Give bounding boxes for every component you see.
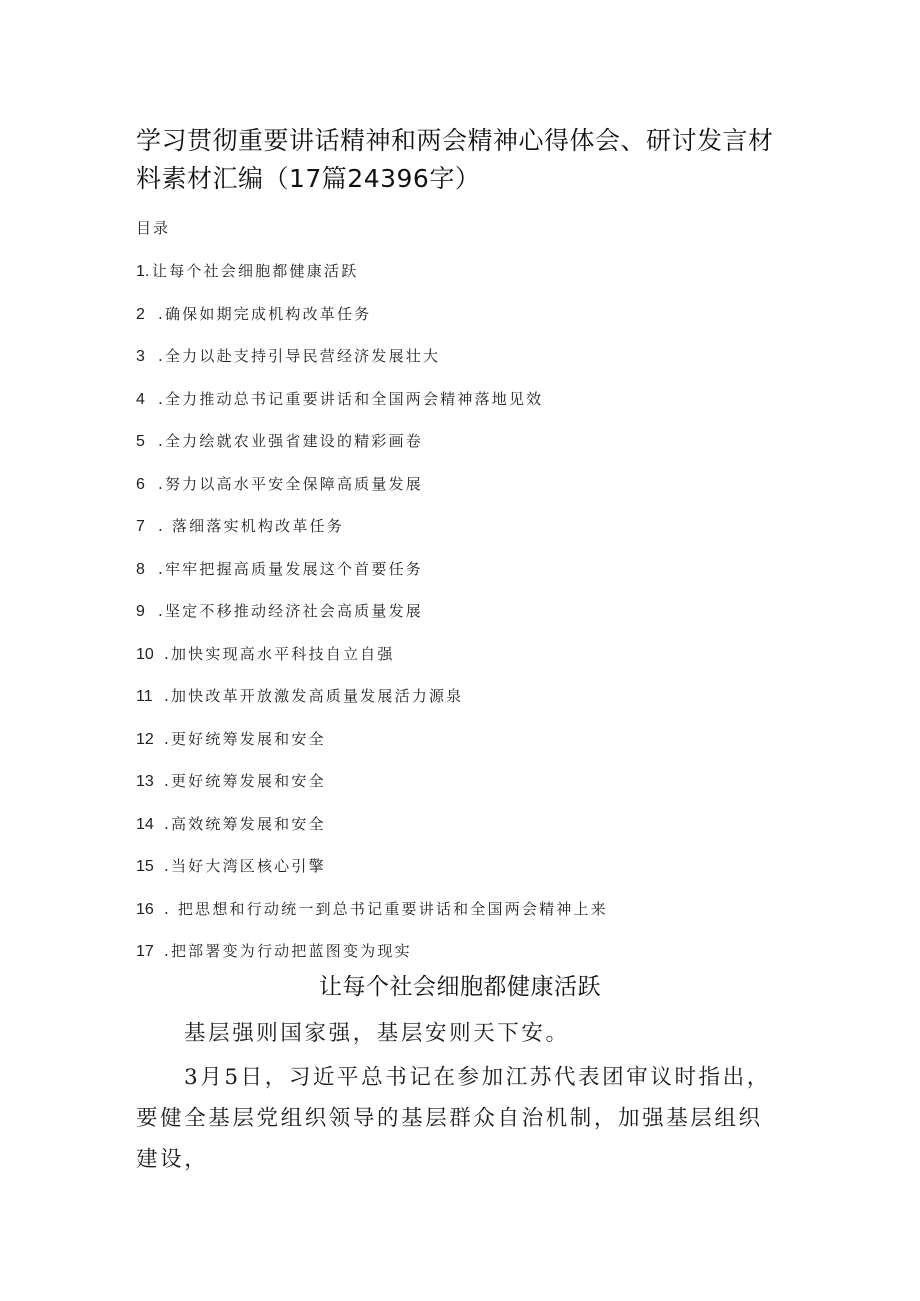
toc-item-number: 5	[136, 433, 145, 450]
toc-item	[136, 641, 608, 684]
toc-item	[136, 683, 608, 726]
toc-item-number: 7	[136, 518, 145, 535]
toc-item-number: 2	[136, 305, 145, 323]
toc-item-text: .坚定不移推动经济社会高质量发展	[158, 602, 423, 620]
toc-item-text: .努力以高水平安全保障高质量发展	[158, 474, 423, 493]
toc-item-text: .加快实现高水平科技自立自强	[164, 644, 395, 663]
toc-item-text: .把部署变为行动把蓝图变为现实	[164, 942, 412, 960]
toc-item-number: 14	[136, 815, 154, 833]
toc-item	[136, 301, 608, 344]
toc-item-text: .加快改革开放激发高质量发展活力源泉	[164, 687, 464, 705]
toc-item-number: 6	[136, 475, 145, 493]
toc-item	[136, 896, 608, 939]
toc-item	[136, 768, 608, 811]
toc-item-number: 8	[136, 560, 145, 578]
toc-item-text: .确保如期完成机构改革任务	[158, 304, 372, 323]
toc-item-text: 让每个社会细胞都健康活跃	[152, 262, 359, 280]
toc-item-text: .更好统筹发展和安全	[164, 772, 326, 790]
toc-item	[136, 343, 608, 386]
toc-item	[136, 811, 608, 854]
toc-item-text: .全力推动总书记重要讲话和全国两会精神落地见效	[158, 389, 544, 408]
toc-label: 目录	[136, 219, 171, 237]
toc-item-number: 4	[136, 390, 145, 408]
section-heading: 让每个社会细胞都健康活跃	[319, 974, 601, 1000]
toc-item-text: .牢牢把握高质量发展这个首要任务	[158, 559, 423, 578]
toc-item-text: . 落细落实机构改革任务	[158, 517, 344, 535]
toc-item-number: 1.	[136, 263, 150, 280]
toc-item	[136, 386, 608, 429]
toc-item	[136, 853, 608, 896]
body-paragraph: 3月5日，习近平总书记在参加江苏代表团审议时指出，要健全基层党组织领导的基层群众自治机制，加强基层组织建设，	[136, 1065, 771, 1172]
toc-item	[136, 598, 608, 641]
table-of-contents	[136, 258, 608, 981]
toc-item-number: 9	[136, 603, 145, 620]
document-title: 学习贯彻重要讲话精神和两会精神心得体会、研讨发言材料素材汇编（17篇24396字）	[136, 126, 774, 193]
toc-item-text: .当好大湾区核心引擎	[164, 857, 326, 875]
toc-item-number: 10	[136, 645, 154, 663]
toc-item	[136, 513, 608, 556]
toc-item-text: . 把思想和行动统一到总书记重要讲话和全国两会精神上来	[164, 899, 608, 918]
toc-item-text: .全力绘就农业强省建设的精彩画卷	[158, 432, 423, 450]
toc-item	[136, 428, 608, 471]
toc-item-number: 3	[136, 348, 145, 365]
toc-item-text: .全力以赴支持引导民营经济发展壮大	[158, 347, 441, 365]
toc-item-text: .更好统筹发展和安全	[164, 729, 326, 748]
toc-item-number: 15	[136, 858, 154, 875]
toc-item-number: 11	[136, 688, 153, 705]
toc-item-number: 17	[136, 943, 154, 960]
toc-item-text: .高效统筹发展和安全	[164, 814, 326, 833]
toc-item	[136, 258, 608, 301]
toc-item-number: 13	[136, 773, 154, 790]
toc-item	[136, 556, 608, 599]
toc-item	[136, 471, 608, 514]
toc-item	[136, 726, 608, 769]
toc-item-number: 16	[136, 900, 154, 918]
toc-item-number: 12	[136, 730, 154, 748]
body-paragraph: 基层强则国家强，基层安则天下安。	[184, 1021, 570, 1046]
